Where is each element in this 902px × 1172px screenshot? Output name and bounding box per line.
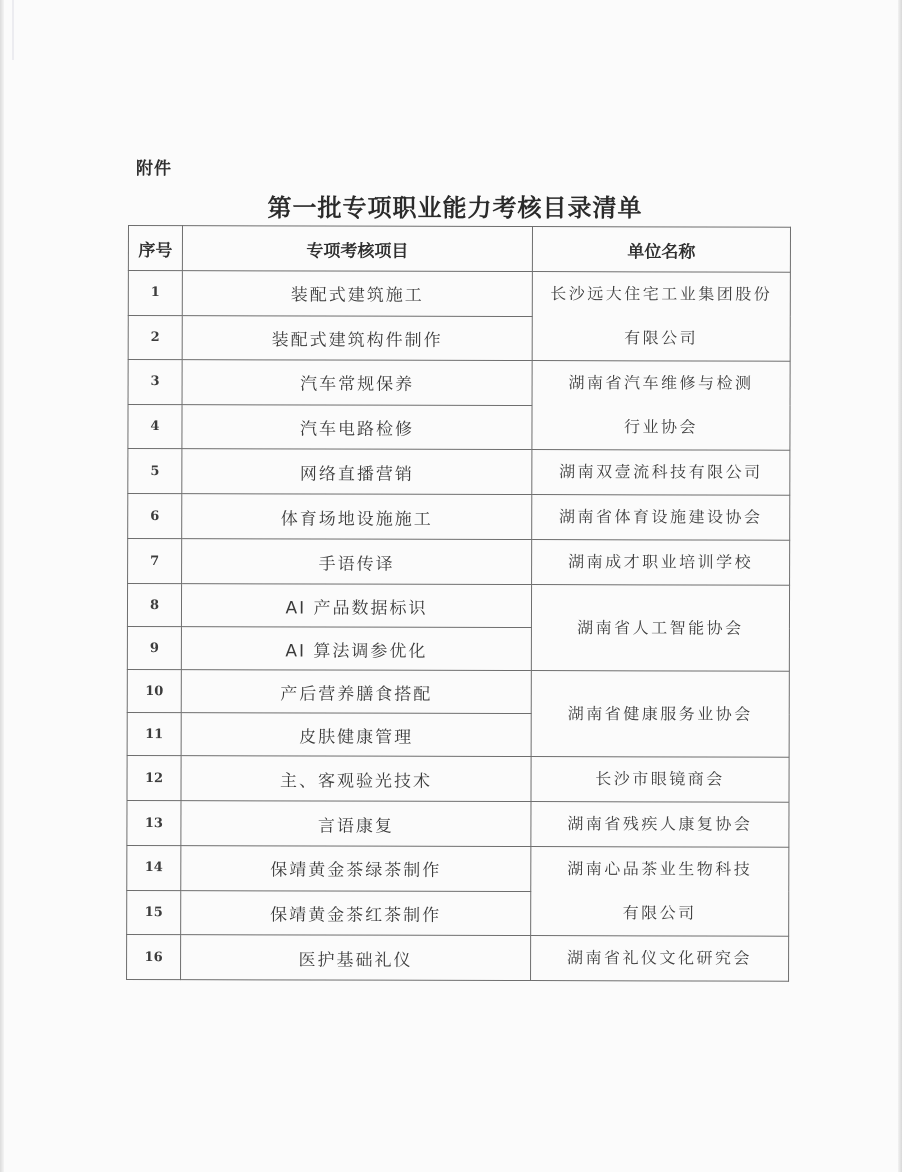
assessment-item: 汽车常规保养 [182,360,532,405]
table-row [128,449,790,496]
header-assessment-item: 专项考核项目 [182,226,532,272]
table-row [127,755,789,802]
organization-name: 长沙市眼镜商会 [531,757,789,803]
organization-name-line: 长沙远大住宅工业集团股份 [550,284,773,304]
assessment-item: 汽车电路检修 [182,404,532,449]
organization-name-line: 有限公司 [624,328,699,348]
assessment-item: 装配式建筑施工 [182,271,532,316]
serial-number: 11 [127,712,181,755]
assessment-item: 言语康复 [181,801,531,847]
organization-name: 湖南省人工智能协会 [531,585,789,672]
organization-name-line: 行业协会 [623,417,698,437]
assessment-item: 保靖黄金茶绿茶制作 [181,846,531,891]
table-row [127,669,789,714]
scan-edge-right [898,0,902,1172]
organization-name [532,272,790,362]
table-header-row [128,226,790,273]
serial-number: 2 [128,315,182,360]
assessment-item: 医护基础礼仪 [181,935,531,981]
assessment-catalog-table [126,225,791,982]
organization-name: 湖南双壹流科技有限公司 [532,450,790,496]
table-row [128,539,790,586]
serial-number: 4 [128,404,182,449]
organization-name-line: 有限公司 [622,903,697,923]
serial-number: 10 [127,669,181,712]
header-organization-name: 单位名称 [532,227,790,273]
assessment-item: 保靖黄金茶红茶制作 [181,890,531,935]
organization-name [531,847,789,937]
organization-name: 湖南省残疾人康复协会 [531,802,789,848]
table-row [128,494,790,541]
serial-number: 16 [127,934,181,979]
table-row [128,360,790,406]
assessment-item: AI 算法调参优化 [181,627,531,671]
table-row [127,800,789,847]
organization-name: 湖南省体育设施建设协会 [532,495,790,541]
scan-edge-left [0,0,4,1172]
organization-name: 湖南省健康服务业协会 [531,671,789,758]
scan-edge-mark [12,0,14,60]
serial-number: 14 [127,845,181,890]
assessment-item: AI 产品数据标识 [181,584,531,628]
assessment-item: 皮肤健康管理 [181,713,531,757]
serial-number: 7 [128,539,182,584]
serial-number: 6 [128,494,182,539]
serial-number: 9 [127,626,181,669]
serial-number: 13 [127,800,181,845]
organization-name: 湖南成才职业培训学校 [532,540,790,586]
serial-number: 12 [127,755,181,800]
attachment-label: 附件 [136,159,172,179]
assessment-item: 产后营养膳食搭配 [181,670,531,714]
assessment-item: 装配式建筑构件制作 [182,315,532,360]
table-row [127,584,789,629]
assessment-item: 手语传译 [182,539,532,585]
table-row [128,271,790,317]
serial-number: 15 [127,890,181,935]
organization-name: 湖南省礼仪文化研究会 [531,936,789,982]
serial-number: 8 [127,584,181,627]
serial-number: 1 [128,271,182,316]
document-title: 第一批专项职业能力考核目录清单 [267,193,643,222]
assessment-item: 主、客观验光技术 [181,756,531,802]
serial-number: 3 [128,360,182,405]
header-serial-number: 序号 [128,226,182,271]
organization-name [532,361,790,451]
organization-name-line: 湖南心品茶业生物科技 [567,859,753,879]
assessment-item: 网络直播营销 [182,449,532,495]
organization-name-line: 湖南省汽车维修与检测 [568,373,754,393]
table-row [127,845,789,891]
serial-number: 5 [128,449,182,494]
table-row [127,934,789,981]
assessment-item: 体育场地设施施工 [182,494,532,540]
